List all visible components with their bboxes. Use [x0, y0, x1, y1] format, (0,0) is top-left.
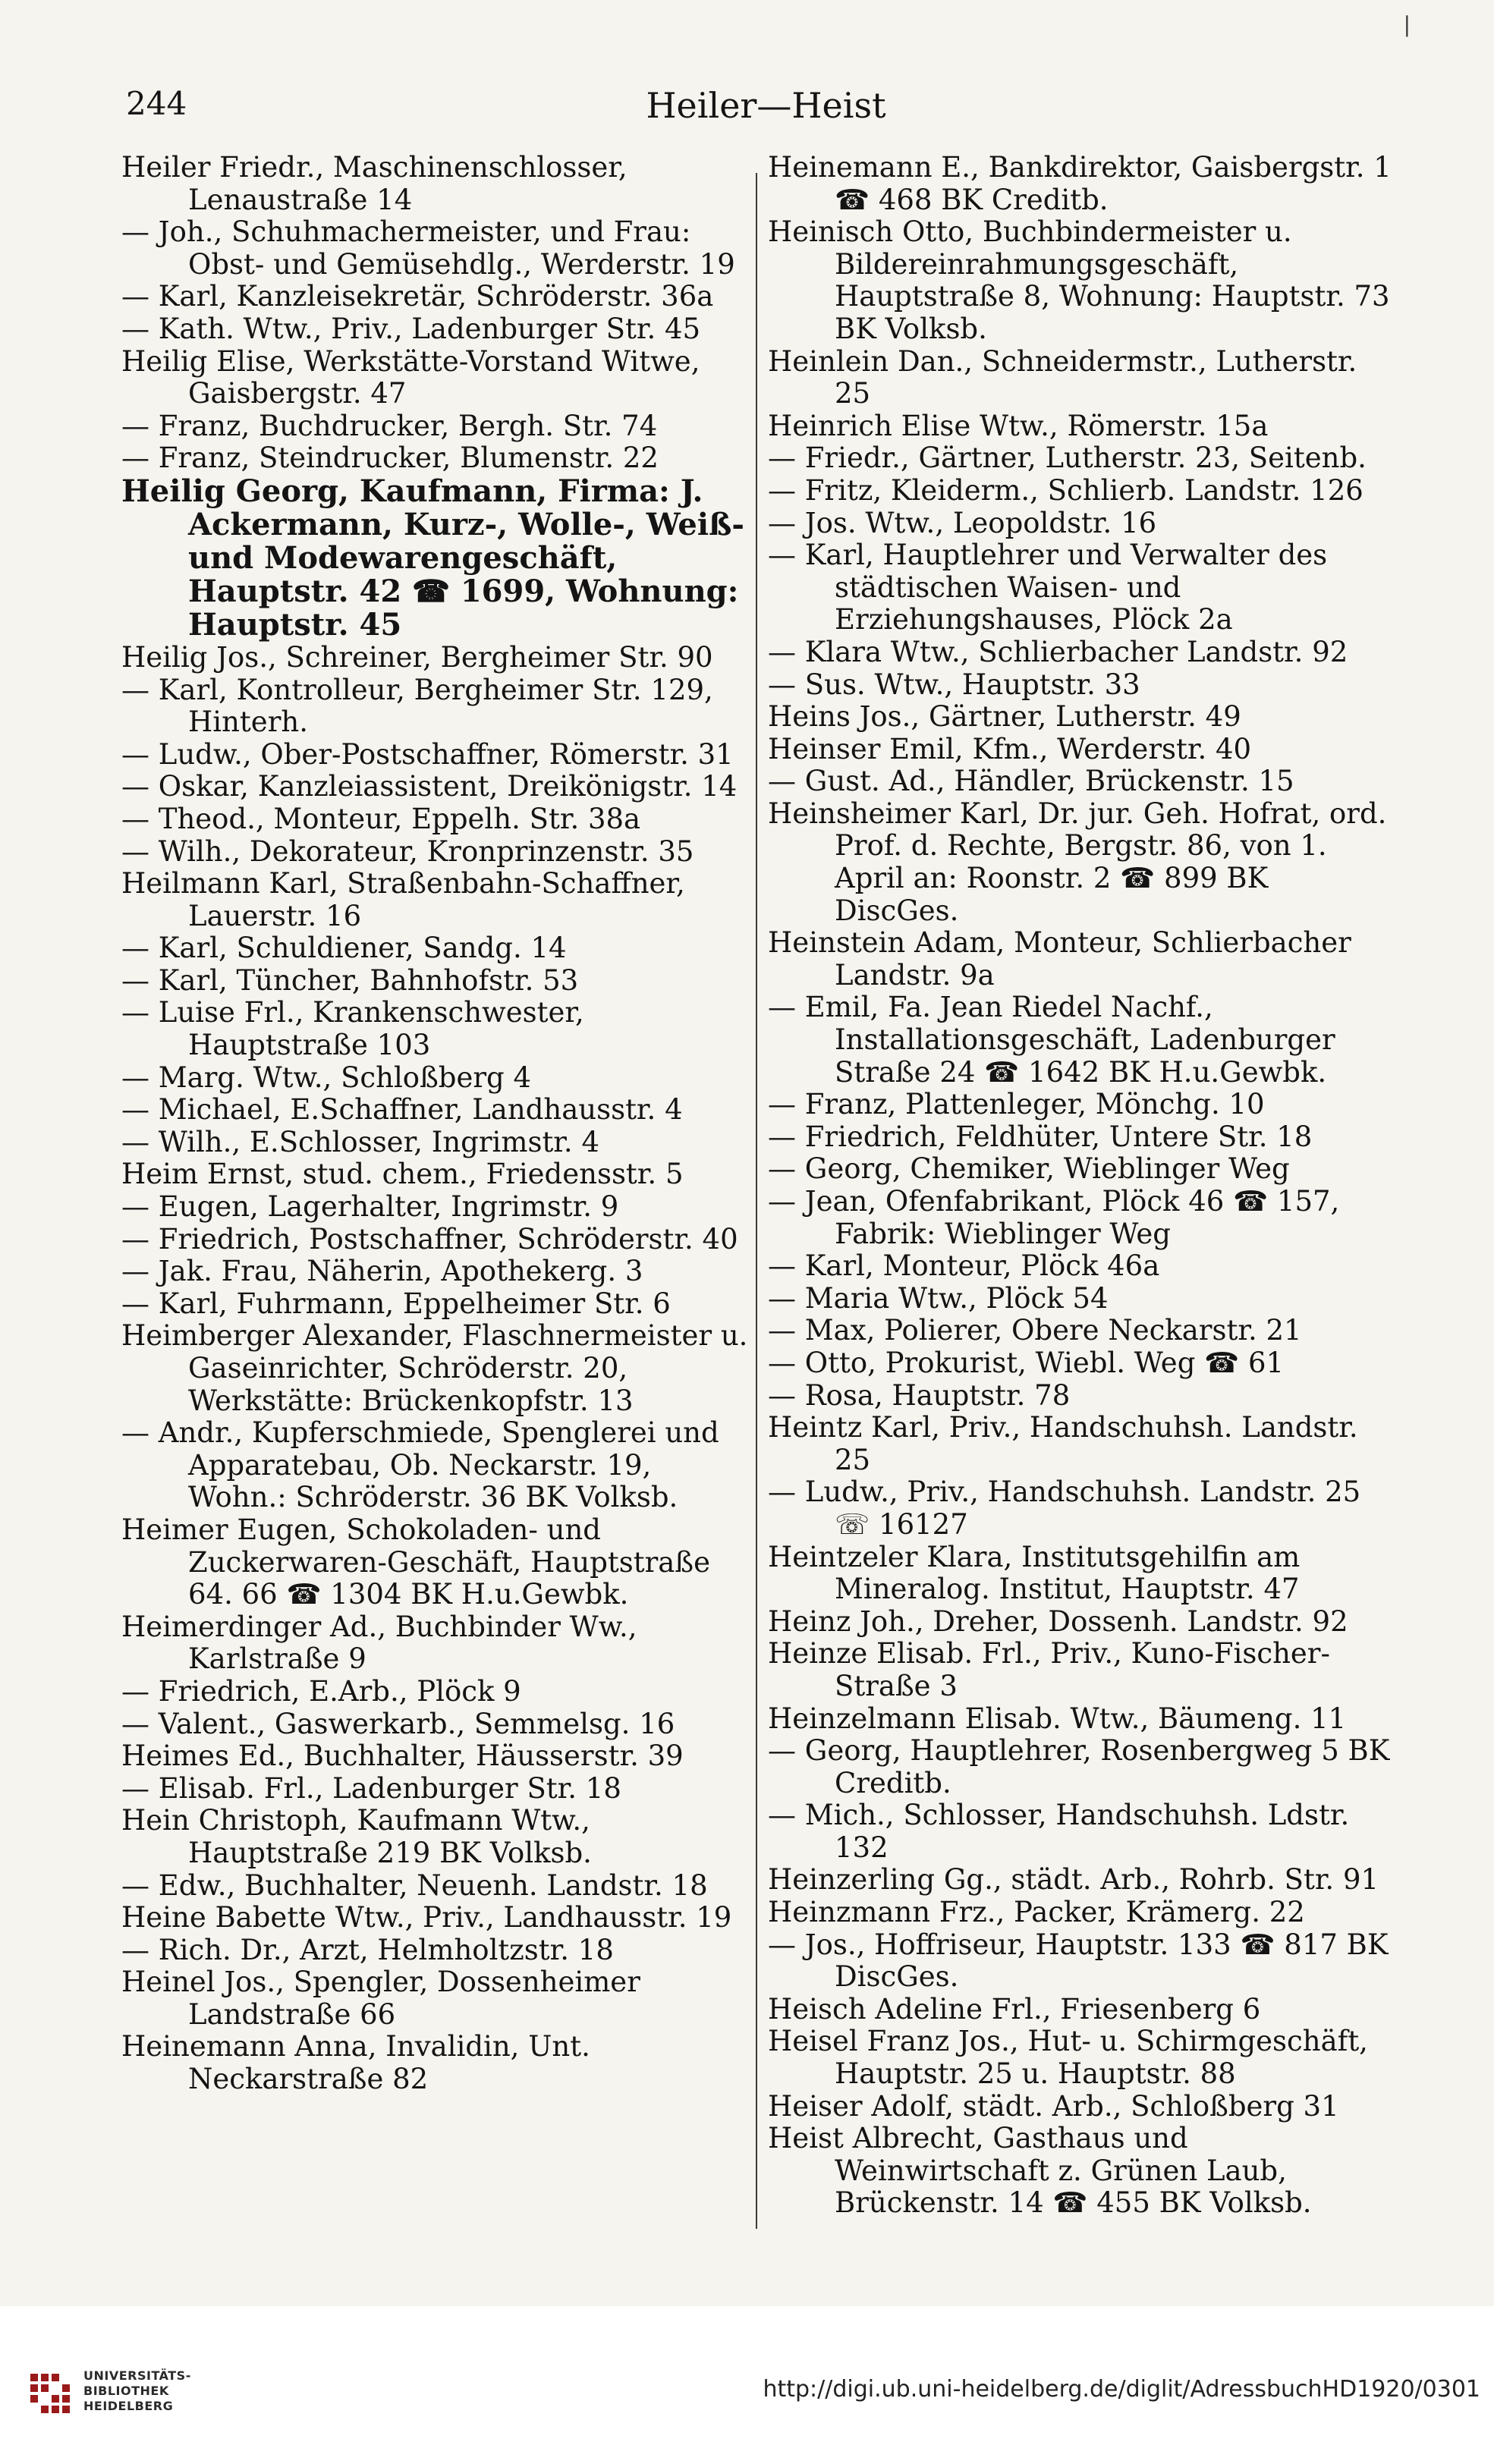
directory-entry: — Oskar, Kanzleiassistent, Dreikönigstr. 14: [121, 770, 738, 803]
directory-entry: — Karl, Kontrolleur, Bergheimer Str. 129, Hinterh.: [121, 673, 713, 739]
directory-entry: Heinzmann Frz., Packer, Krämerg. 22: [768, 1896, 1305, 1929]
directory-entry: — Kath. Wtw., Priv., Ladenburger Str. 45: [121, 312, 701, 345]
directory-entry: — Gust. Ad., Händler, Brückenstr. 15: [768, 765, 1294, 798]
directory-entry: Heilig Jos., Schreiner, Bergheimer Str. 90: [121, 640, 713, 674]
directory-entry: Heimberger Alexander, Flaschnermeister u. Gaseinrichter, Schröderstr. 20, Werkstätte: Brückenkopfstr. 13: [121, 1319, 748, 1417]
directory-entry: — Friedr., Gärtner, Lutherstr. 23, Seitenb.: [768, 442, 1367, 475]
directory-entry: — Rich. Dr., Arzt, Helmholtzstr. 18: [121, 1933, 614, 1966]
directory-entry: Heinsheimer Karl, Dr. jur. Geh. Hofrat, ord. Prof. d. Rechte, Bergstr. 86, von 1. April an: Roonstr. 2 ☎ 899 BK DiscGes.: [768, 797, 1387, 927]
directory-entry: Heimer Eugen, Schokoladen- und Zuckerwaren-Geschäft, Hauptstraße 64. 66 ☎ 1304 BK H.u.Gewbk.: [121, 1513, 710, 1611]
directory-entry: Heiser Adolf, städt. Arb., Schloßberg 31: [768, 2089, 1339, 2123]
directory-entry: — Georg, Chemiker, Wieblinger Weg: [768, 1152, 1290, 1186]
directory-entry: — Marg. Wtw., Schloßberg 4: [121, 1061, 532, 1094]
directory-entry: — Ludw., Ober-Postschaffner, Römerstr. 31: [121, 737, 734, 771]
directory-entry: — Jos., Hoffriseur, Hauptstr. 133 ☎ 817 BK DiscGes.: [768, 1928, 1389, 1994]
directory-entry: Heinser Emil, Kfm., Werderstr. 40: [768, 732, 1252, 765]
directory-entry: Heintz Karl, Priv., Handschuhsh. Landstr. 25: [768, 1411, 1358, 1476]
directory-entry: Heinzelmann Elisab. Wtw., Bäumeng. 11: [768, 1702, 1347, 1735]
directory-entry: — Elisab. Frl., Ladenburger Str. 18: [121, 1771, 621, 1805]
directory-entry: — Karl, Kanzleisekretär, Schröderstr. 36a: [121, 280, 714, 313]
directory-entry: Heinz Joh., Dreher, Dossenh. Landstr. 92: [768, 1604, 1348, 1638]
directory-entry: — Theod., Monteur, Eppelh. Str. 38a: [121, 802, 641, 835]
directory-entry: — Luise Frl., Krankenschwester, Hauptstraße 103: [121, 996, 584, 1062]
directory-entry: — Mich., Schlosser, Handschuhsh. Ldstr. 132: [768, 1799, 1350, 1864]
directory-entry: — Karl, Fuhrmann, Eppelheimer Str. 6: [121, 1287, 671, 1320]
directory-entry: — Karl, Tüncher, Bahnhofstr. 53: [121, 963, 579, 997]
directory-entry: Heinemann E., Bankdirektor, Gaisbergstr. 1 ☎ 468 BK Creditb.: [768, 151, 1392, 216]
right-column: [768, 152, 1398, 2220]
directory-entry: — Sus. Wtw., Hauptstr. 33: [768, 668, 1140, 701]
directory-entry: — Valent., Gaswerkarb., Semmelsg. 16: [121, 1707, 675, 1740]
page-number: 244: [126, 85, 187, 122]
directory-entry: Heintzeler Klara, Institutsgehilfin am Mineralog. Institut, Hauptstr. 47: [768, 1540, 1301, 1606]
page-header: [121, 12, 1411, 130]
directory-entry: Heimes Ed., Buchhalter, Häusserstr. 39: [121, 1740, 684, 1773]
directory-entry: Heinel Jos., Spengler, Dossenheimer Landstraße 66: [121, 1966, 640, 2031]
directory-entry: Heisel Franz Jos., Hut- u. Schirmgeschäft, Hauptstr. 25 u. Hauptstr. 88: [768, 2025, 1368, 2091]
directory-entry: Hein Christoph, Kaufmann Wtw., Hauptstraße 219 BK Volksb.: [121, 1804, 592, 1869]
directory-entry: Heimerdinger Ad., Buchbinder Ww., Karlstraße 9: [121, 1610, 637, 1676]
directory-entry: — Wilh., E.Schlosser, Ingrimstr. 4: [121, 1125, 599, 1158]
directory-entry: — Friedrich, Postschaffner, Schröderstr. 40: [121, 1222, 738, 1256]
directory-entry: — Karl, Schuldiener, Sandg. 14: [121, 932, 567, 965]
directory-entry: Heilig Georg, Kaufmann, Firma: J. Ackermann, Kurz-, Wolle-, Weiß- und Modewarengeschäft, Hauptstr. 42 ☎ 1699, Wohnung: Hauptstr. 45: [121, 473, 745, 643]
directory-entry: — Ludw., Priv., Handschuhsh. Landstr. 25 ☏ 16127: [768, 1476, 1361, 1541]
directory-entry: Heinzerling Gg., städt. Arb., Rohrb. Str. 91: [768, 1863, 1379, 1897]
library-name: [83, 2368, 191, 2414]
directory-entry: — Joh., Schuhmachermeister, und Frau: Obst- und Gemüsehdlg., Werderstr. 19: [121, 215, 735, 281]
directory-entry: — Andr., Kupferschmiede, Spenglerei und Apparatebau, Ob. Neckarstr. 19, Wohn.: Schröderstr. 36 BK Volksb.: [121, 1416, 719, 1514]
directory-entry: — Franz, Steindrucker, Blumenstr. 22: [121, 442, 659, 475]
directory-entry: — Maria Wtw., Plöck 54: [768, 1281, 1109, 1315]
directory-entry: — Max, Polierer, Obere Neckarstr. 21: [768, 1314, 1302, 1347]
directory-entry: — Klara Wtw., Schlierbacher Landstr. 92: [768, 635, 1348, 668]
directory-entry: Heinisch Otto, Buchbindermeister u. Bildereinrahmungsgeschäft, Hauptstraße 8, Wohnung: Hauptstr. 73 BK Volksb.: [768, 215, 1390, 345]
directory-entry: Heinlein Dan., Schneidermstr., Lutherstr. 25: [768, 344, 1357, 410]
directory-entry: Heilig Elise, Werkstätte-Vorstand Witwe, Gaisbergstr. 47: [121, 344, 700, 410]
directory-entry: — Jak. Frau, Näherin, Apothekerg. 3: [121, 1255, 643, 1288]
directory-entry: — Karl, Hauptlehrer und Verwalter des städtischen Waisen- und Erziehungshauses, Plöck 2a: [768, 539, 1328, 636]
directory-entry: — Georg, Hauptlehrer, Rosenbergweg 5 BK Creditb.: [768, 1734, 1390, 1799]
directory-entry: — Jean, Ofenfabrikant, Plöck 46 ☎ 157, Fabrik: Wieblinger Weg: [768, 1185, 1340, 1250]
directory-entry: Heinrich Elise Wtw., Römerstr. 15a: [768, 409, 1269, 442]
directory-entry: Heinemann Anna, Invalidin, Unt. Neckarstraße 82: [121, 2030, 590, 2096]
column-divider: [756, 173, 757, 2229]
directory-entry: — Eugen, Lagerhalter, Ingrimstr. 9: [121, 1190, 619, 1224]
directory-entry: — Michael, E.Schaffner, Landhausstr. 4: [121, 1093, 683, 1127]
corner-mark: |: [1403, 12, 1411, 37]
directory-entry: Heinze Elisab. Frl., Priv., Kuno-Fischer-Straße 3: [768, 1637, 1330, 1702]
library-name-line-1: UNIVERSITÄTS-: [83, 2368, 191, 2383]
directory-entry: — Franz, Buchdrucker, Bergh. Str. 74: [121, 409, 658, 442]
library-name-line-2: BIBLIOTHEK: [83, 2384, 169, 2398]
directory-entry: Heinstein Adam, Monteur, Schlierbacher Landstr. 9a: [768, 926, 1351, 992]
running-head: Heiler—Heist: [646, 85, 886, 126]
directory-entry: Heins Jos., Gärtner, Lutherstr. 49: [768, 700, 1241, 734]
directory-entry: — Jos. Wtw., Leopoldstr. 16: [768, 506, 1157, 539]
footer: [0, 2306, 1494, 2464]
library-name-line-3: HEIDELBERG: [83, 2399, 174, 2413]
source-url-link[interactable]: http://digi.ub.uni-heidelberg.de/diglit/AdressbuchHD1920/0301: [763, 2376, 1480, 2403]
directory-entry: — Fritz, Kleiderm., Schlierb. Landstr. 126: [768, 473, 1363, 507]
directory-entry: — Friedrich, Feldhüter, Untere Str. 18: [768, 1120, 1313, 1153]
directory-entry: Heilmann Karl, Straßenbahn-Schaffner, Lauerstr. 16: [121, 867, 685, 932]
directory-entry: — Emil, Fa. Jean Riedel Nachf., Installationsgeschäft, Ladenburger Straße 24 ☎ 1642 BK H.u.Gewbk.: [768, 991, 1335, 1089]
directory-entry: Heine Babette Wtw., Priv., Landhausstr. 19: [121, 1901, 732, 1934]
directory-entry: Heiler Friedr., Maschinenschlosser, Lenaustraße 14: [121, 151, 627, 216]
left-column: [121, 152, 751, 2096]
directory-entry: — Wilh., Dekorateur, Kronprinzenstr. 35: [121, 834, 694, 868]
directory-entry: — Karl, Monteur, Plöck 46a: [768, 1249, 1160, 1283]
directory-entry: — Otto, Prokurist, Wiebl. Weg ☎ 61: [768, 1346, 1285, 1379]
library-logo-icon: [29, 2371, 76, 2418]
directory-entry: — Friedrich, E.Arb., Plöck 9: [121, 1674, 521, 1708]
directory-entry: — Edw., Buchhalter, Neuenh. Landstr. 18: [121, 1868, 708, 1902]
directory-entry: — Rosa, Hauptstr. 78: [768, 1378, 1071, 1412]
directory-entry: — Franz, Plattenleger, Mönchg. 10: [768, 1088, 1265, 1121]
directory-entry: Heist Albrecht, Gasthaus und Weinwirtschaft z. Grünen Laub, Brückenstr. 14 ☎ 455 BK Volksb.: [768, 2122, 1312, 2220]
directory-entry: Heim Ernst, stud. chem., Friedensstr. 5: [121, 1158, 684, 1191]
directory-entry: Heisch Adeline Frl., Friesenberg 6: [768, 1992, 1261, 2026]
